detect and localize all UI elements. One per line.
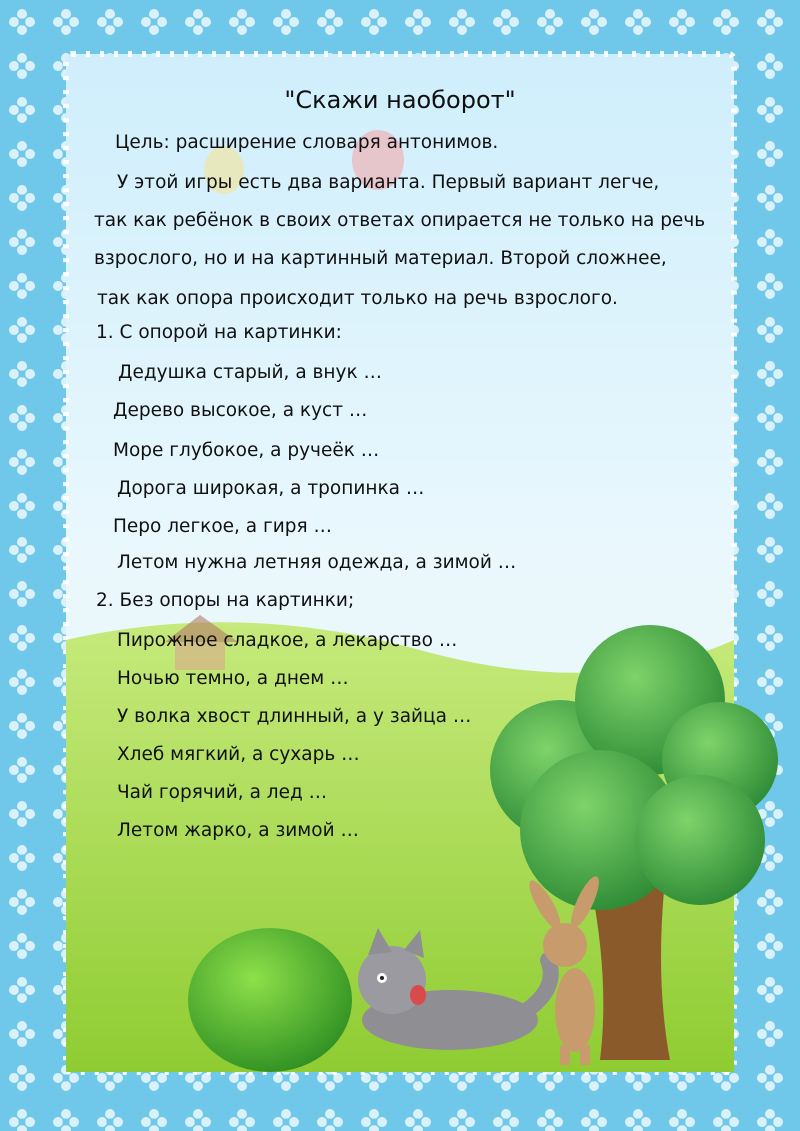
list-item: У волка хвост длинный, а у зайца … [117, 706, 472, 727]
list-item: Дорога широкая, а тропинка … [117, 478, 425, 499]
intro-line: так как ребёнок в своих ответах опирается не только на речь [94, 210, 706, 231]
section2-heading: 2. Без опоры на картинки; [96, 590, 355, 611]
list-item: Море глубокое, а ручеёк … [113, 440, 380, 461]
intro-line: так как опора происходит только на речь взрослого. [97, 288, 618, 309]
page-title: "Скажи наоборот" [284, 86, 516, 114]
list-item: Летом нужна летняя одежда, а зимой … [117, 552, 517, 573]
section1-heading: 1. С опорой на картинки: [96, 322, 342, 343]
goal-line: Цель: расширение словаря антонимов. [115, 132, 499, 153]
list-item: Летом жарко, а зимой … [117, 820, 359, 841]
list-item: Хлеб мягкий, а сухарь … [117, 744, 360, 765]
intro-line: взрослого, но и на картинный материал. Второй сложнее, [94, 248, 667, 269]
intro-line: У этой игры есть два варианта. Первый вариант легче, [117, 172, 660, 193]
list-item: Чай горячий, а лед … [117, 782, 328, 803]
list-item: Ночью темно, а днем … [117, 668, 349, 689]
list-item: Дерево высокое, а куст … [113, 400, 368, 421]
list-item: Пирожное сладкое, а лекарство … [117, 630, 458, 651]
list-item: Дедушка старый, а внук … [118, 362, 383, 383]
list-item: Перо легкое, а гиря … [113, 516, 333, 537]
